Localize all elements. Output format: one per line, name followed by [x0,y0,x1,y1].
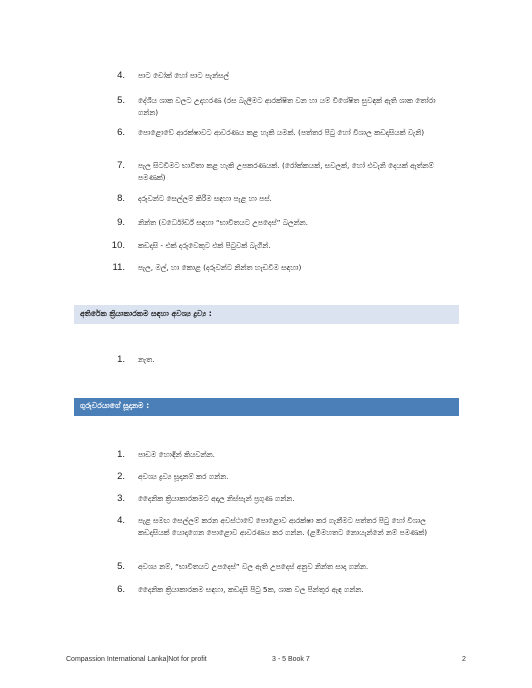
list-item-text: දේශීය ශාක වලට උදාහරණ (රස බැලීමට ආරක්ෂිත වන හා යම් විශේෂිත සුවඳක් ඇති ශාක තෝරා ගන්න) [138,96,436,117]
list-item-number: 10. [111,240,125,251]
list-item-number: 7. [117,160,125,171]
list-item-text: දෛනික ක්‍රියාකාරකම සඳහා, කඩදාසි පිටු 5ක, ශාක වල පින්තූර ඇඳ ගන්න. [138,585,364,594]
list-item-text: පැල, මල්, හා කොළ (දරුවන්ට නින්ත හැඩවීම සඳහා) [138,263,302,272]
list-item-number: 1. [117,449,125,460]
list-item-text: පාඩම හොඳින් කියවන්න. [138,450,215,459]
list-item-text: පැල සිටවීමට භාවිතා කළ හැකි උපකරණයක්. (රෝක්කයක්, සවලක්, හෝ එවැනි දෙයක් ඇත්නම් පමණක්) [138,161,434,182]
teacher-section-heading: ගුරුවරයාගේ සූදානම : [80,401,150,410]
list-item-number: 5. [117,95,125,106]
list-item-text: නැත. [138,355,155,364]
list-item-number: 3. [117,493,125,504]
list-item-text: දරුවන්ට සෙල්ලම් කිරීම සඳහා පැළ හා පස්. [138,194,272,203]
list-item-text: කඩදාසි - එක් දරුවෙකුට එක් පිටුවක් බැගින්. [138,241,271,250]
list-item-text: පොළොවේ ආරක්ෂාවට ආවරණය කළ හැකි යමක්. (පත්තර පිටු හෝ විශාල කඩදාසියක් වැනි) [138,128,425,137]
extra-section-header [74,305,459,324]
list-item-text: අවශ්‍ය ද්‍රව්‍ය සූදානම් කර ගන්න. [138,472,229,481]
list-item-number: 1. [117,354,125,365]
list-item-number: 6. [117,584,125,595]
list-item-number: 11. [112,262,125,273]
list-item-text: දෛනික ක්‍රියාකාරකමට අදාල නිස්සැන් ප්‍රගුණ ගන්න. [138,494,295,503]
list-item-number: 6. [117,127,125,138]
list-item-text: පාට චෝක් හෝ පාට පැන්සල් [138,71,229,80]
footer-organization: Compassion International Lanka|Not for profit [66,656,207,663]
footer-book: 3 - 5 Book 7 [272,656,310,663]
footer-page-number: 2 [462,656,466,663]
list-item-number: 9. [117,217,125,228]
list-item-number: 4. [117,70,125,81]
list-item-number: 8. [117,193,125,204]
list-item-number: 5. [117,561,125,572]
list-item-text: පැළ සමඟ සෙල්ලම් කරන අවස්ථාවේ පොළොව ආරක්ෂා කර ගැනීමට පත්තර පිටු හෝ විශාල කඩදාසියක් යොදාගෙන පොළොව ආවරණය කර ගන්න. (ළමිමහතට නොයැන්නේ නම් පමණක්) [138,516,428,537]
list-item-text: නින්ත (වර්ධෝර්ඩ් සඳහා “භාවිතයට උපදෙස්” බලන්න. [138,218,309,227]
list-item-text: අවශ්‍ය නම්, “භාවිතයට උපදෙස්” වල ඇති උපදෙස් අනුව නින්ත සාදා ගන්න. [138,562,369,571]
list-item-number: 4. [117,515,125,526]
list-item-number: 2. [117,471,125,482]
teacher-section-header [74,398,459,416]
extra-section-heading: අතිරේක ක්‍රියාකාරකම සඳහා අවශ්‍ය ද්‍රව්‍ය : [80,309,212,318]
